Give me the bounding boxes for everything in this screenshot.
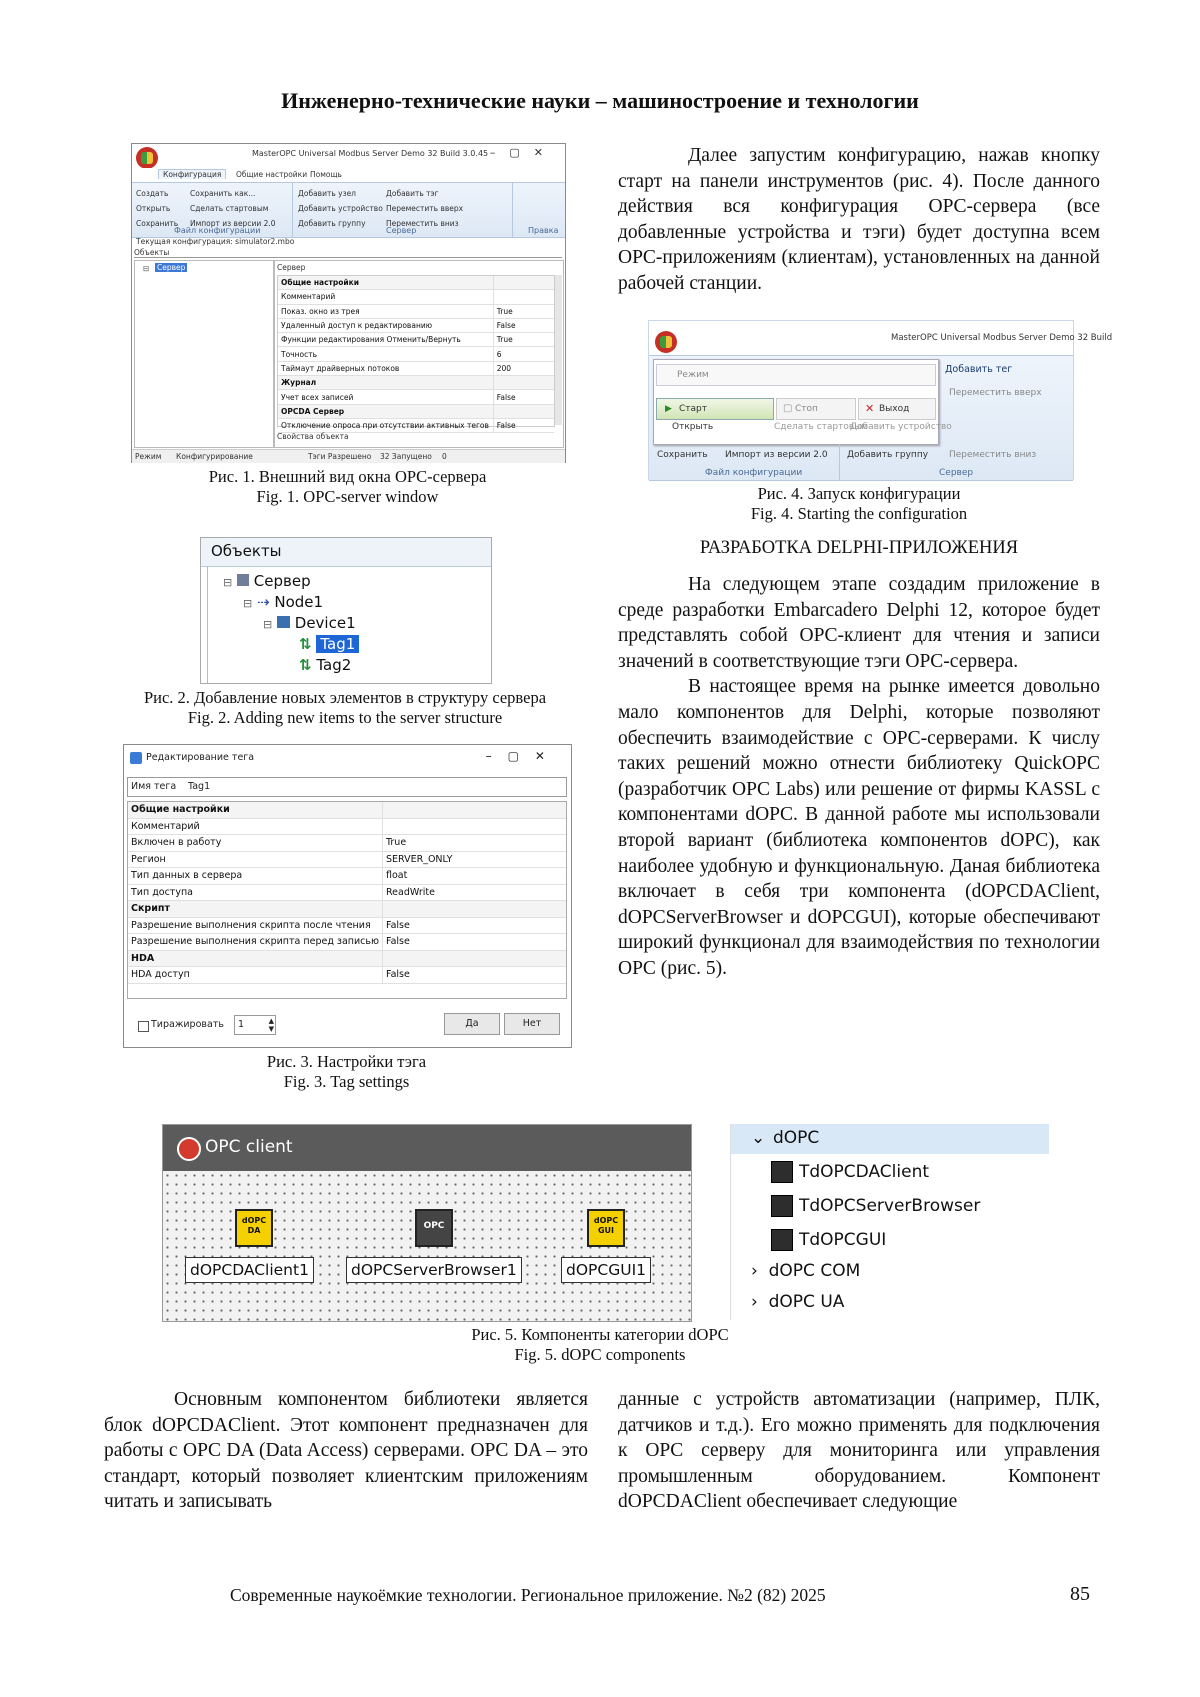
status-mode-label: Режим: [135, 452, 162, 461]
property-row[interactable]: [128, 950, 566, 967]
form-title: OPC client: [205, 1137, 293, 1157]
tree-node-server[interactable]: Сервер: [253, 572, 311, 590]
server-icon: [237, 574, 249, 586]
property-value[interactable]: True: [493, 333, 554, 347]
component-icon-text: dOPC DA: [241, 1216, 267, 1235]
figure-2-caption-ru: Рис. 2. Добавление новых элементов в структуру сервера: [143, 688, 547, 707]
right-column-paragraph-2: [618, 572, 1100, 982]
group-label-file: Файл конфигурации: [174, 226, 261, 235]
property-row[interactable]: [128, 818, 566, 835]
property-value[interactable]: False: [493, 418, 554, 432]
property-row[interactable]: [128, 835, 566, 852]
chevron-right-icon: ›: [751, 1292, 758, 1312]
component-icon-text: dOPC GUI: [593, 1216, 619, 1235]
property-name: Комментарий: [278, 290, 493, 304]
property-name: Тип доступа: [128, 884, 382, 901]
property-value[interactable]: [382, 950, 566, 967]
status-count: 0: [442, 452, 447, 461]
chevron-right-icon: ›: [751, 1261, 758, 1281]
property-value[interactable]: [493, 290, 554, 304]
property-value[interactable]: [382, 802, 566, 818]
property-name: Функции редактирования Отменить/Вернуть: [278, 333, 493, 347]
palette-item-dopcgui[interactable]: [771, 1229, 886, 1251]
device-icon: [277, 616, 290, 628]
paragraph-text: В настоящее время на рынке имеется довольно мало компонентов для Delphi, которые позволяют обеспечить взаимодействие с OPC-серверами. К числу таких решений можно отнести библиотеку QuickOPC (разработчик OPC Labs) или решение от фирмы KASSL с компонентами dOPC. В данной работе мы использовали второй вариант (библиотека компонентов dOPC), как наиболее удобную и функциональную. Даная библиотека включает в себя три компонента (dOPCDAClient, dOPCServerBrowser и dOPCGUI), которые обеспечивают широкий функционал для взаимодействия по технологии OPC (рис. 5).: [618, 676, 1100, 979]
component-icon-text: OPC: [423, 1221, 445, 1231]
dialog-icon: [130, 752, 142, 764]
ribbon: [132, 182, 565, 238]
property-name: HDA доступ: [128, 967, 382, 984]
add-tag-button[interactable]: Добавить тег: [945, 364, 1013, 375]
palette-category-dopc[interactable]: [731, 1124, 1049, 1154]
status-mode-value: Конфигурирование: [176, 452, 253, 461]
ribbon-add-tag-button[interactable]: Добавить тэг: [386, 189, 439, 198]
group-label-file: Файл конфигурации: [705, 468, 803, 478]
property-name: Общие настройки: [278, 276, 493, 290]
property-value[interactable]: ReadWrite: [382, 884, 566, 901]
property-value[interactable]: False: [382, 967, 566, 984]
figure-3-caption-ru: Рис. 3. Настройки тэга: [266, 1052, 427, 1071]
palette-category-dopc-ua[interactable]: [751, 1292, 844, 1312]
ribbon-add-device-button[interactable]: Добавить устройство: [298, 204, 383, 213]
property-value[interactable]: [493, 276, 554, 290]
tree-node-tag1[interactable]: Tag1: [316, 635, 359, 653]
figure-2-caption: [110, 688, 580, 728]
figure-5-caption: [300, 1325, 900, 1365]
chevron-down-icon: ⌄: [751, 1128, 766, 1148]
figure-2-caption-en: Fig. 2. Adding new items to the server structure: [187, 708, 503, 727]
paragraph-text: Далее запустим конфигурацию, нажав кнопку старт на панели инструментов (рис. 4). После данного действия вся конфигурация OPC-сервера (все добавленные устройства и тэги) будет доступна всем OPC-приложениям (клиентам), установленных на данной рабочей станции.: [618, 145, 1100, 294]
component-icon: [771, 1195, 793, 1217]
property-row[interactable]: [128, 802, 566, 818]
property-row[interactable]: [278, 361, 554, 375]
property-header: Сервер: [277, 263, 306, 272]
property-value[interactable]: 200: [493, 361, 554, 375]
property-name: Комментарий: [128, 818, 382, 835]
property-name: Разрешение выполнения скрипта после чтения: [128, 917, 382, 934]
tag-icon: ⇅: [299, 656, 312, 674]
palette-category-label: dOPC: [773, 1128, 820, 1148]
paragraph-text: данные с устройств автоматизации (например, ПЛК, датчиков и т.д.). Его можно применять для подключения к OPC серверу для мониторинга или управления промышленным оборудованием. Компонент dOPCDAClient обеспечивает следующие: [618, 1389, 1100, 1513]
objects-panel-header: Объекты: [211, 542, 282, 560]
move-down-button[interactable]: Переместить вниз: [949, 450, 1037, 460]
ribbon-add-group-button[interactable]: Добавить группу: [298, 219, 366, 228]
property-value[interactable]: 6: [493, 347, 554, 361]
ribbon-save-as-button[interactable]: Сохранить как...: [190, 189, 256, 198]
property-name: Отключение опроса при отсутствии активных тегов: [278, 418, 493, 432]
property-row[interactable]: [278, 318, 554, 332]
property-footer: Свойства объекта: [277, 432, 349, 441]
group-label-edit: Правка: [528, 226, 559, 235]
replicate-checkbox[interactable]: [138, 1021, 149, 1032]
property-value[interactable]: [493, 376, 554, 390]
figure-5-form: [162, 1124, 692, 1322]
close-icon: ✕: [865, 402, 875, 415]
property-value[interactable]: True: [382, 835, 566, 852]
dopcserverbrowser-label[interactable]: dOPCServerBrowser1: [346, 1257, 522, 1283]
app-logo-icon: [655, 331, 677, 353]
stop-icon: ▢: [783, 403, 793, 414]
property-name: HDA: [128, 950, 382, 967]
property-row[interactable]: [128, 851, 566, 868]
window-controls[interactable]: –▢✕: [489, 146, 557, 159]
figure-5-caption-en: Fig. 5. dOPC components: [514, 1345, 686, 1364]
move-up-button[interactable]: Переместить вверх: [949, 388, 1042, 398]
tab-configuration[interactable]: Конфигурация: [158, 169, 226, 179]
figure-3-dialog: [123, 744, 572, 1048]
bottom-right-paragraph: [618, 1387, 1100, 1515]
section-heading: РАЗРАБОТКА DELPHI-ПРИЛОЖЕНИЯ: [699, 538, 1019, 558]
property-value[interactable]: SERVER_ONLY: [382, 851, 566, 868]
dialog-title: Редактирование тега: [146, 752, 255, 763]
property-name: Точность: [278, 347, 493, 361]
property-value[interactable]: True: [493, 304, 554, 318]
page-number: 85: [1070, 1583, 1090, 1605]
figure-4-caption: [618, 484, 1100, 524]
property-value[interactable]: [493, 404, 554, 418]
property-grid: [277, 275, 555, 431]
property-row[interactable]: [278, 304, 554, 318]
spin-arrows-icon[interactable]: ▲ ▼: [268, 1017, 274, 1033]
property-value[interactable]: False: [493, 318, 554, 332]
mode-label: Режим: [677, 370, 709, 380]
property-value[interactable]: False: [493, 390, 554, 404]
figure-4-caption-en: Fig. 4. Starting the configuration: [750, 504, 968, 523]
stop-label: Стоп: [795, 404, 818, 414]
paragraph-text: На следующем этапе создадим приложение в среде разработки Embarcadero Delphi 12, которое будет представлять собой OPC-клиент для чтения и записи значений в соответствующие тэги OPC-сервера.: [618, 574, 1100, 672]
ribbon-import-button[interactable]: Импорт из версии 2.0: [190, 219, 276, 228]
property-value[interactable]: float: [382, 868, 566, 885]
open-button[interactable]: Открыть: [672, 422, 714, 432]
group-label-server: Сервер: [386, 226, 417, 235]
start-button[interactable]: [656, 398, 774, 420]
dialog-window-controls[interactable]: –▢✕: [485, 749, 561, 763]
palette-item-dopcdaclient[interactable]: [771, 1161, 929, 1183]
property-row[interactable]: [128, 868, 566, 885]
ribbon-open-button[interactable]: Открыть: [136, 204, 171, 213]
property-row[interactable]: [128, 934, 566, 951]
node-icon: ⇢: [257, 593, 270, 611]
figure-5-caption-ru: Рис. 5. Компоненты категории dOPC: [471, 1325, 729, 1344]
journal-footer: Современные наукоёмкие технологии. Региональное приложение. №2 (82) 2025: [230, 1585, 826, 1605]
tag-property-grid: [127, 801, 567, 999]
tree-node-tag2[interactable]: Tag2: [316, 656, 352, 674]
property-row[interactable]: [128, 884, 566, 901]
object-tree: ⊟ Сервер: [134, 260, 274, 448]
figure-1-window: [131, 143, 566, 463]
replicate-count-input[interactable]: 1: [238, 1019, 245, 1030]
app-logo-icon: [136, 147, 158, 169]
ribbon-save-button[interactable]: Сохранить: [136, 219, 179, 228]
component-icon: [771, 1229, 793, 1251]
group-label-server: Сервер: [939, 468, 974, 478]
window-title: MasterOPC Universal Modbus Server Demo 32 Build 3.0.45: [252, 149, 489, 158]
objects-tab[interactable]: Объекты: [134, 248, 170, 257]
property-name: Скрипт: [128, 901, 382, 918]
property-name: Удаленный доступ к редактированию: [278, 318, 493, 332]
palette-item-dopcserverbrowser[interactable]: [771, 1195, 980, 1217]
property-name: Включен в работу: [128, 835, 382, 852]
status-bar: [132, 449, 565, 463]
window-title: MasterOPC Universal Modbus Server Demo 32 Build: [891, 333, 1113, 343]
tab-general-settings[interactable]: Общие настройки: [236, 170, 308, 179]
mode-dropdown: [653, 359, 952, 445]
stop-button[interactable]: [776, 398, 856, 420]
ok-button[interactable]: Да: [444, 1013, 500, 1035]
property-value[interactable]: False: [382, 934, 566, 951]
palette-item-label: TdOPCDAClient: [799, 1162, 930, 1182]
add-group-button[interactable]: Добавить группу: [847, 450, 929, 460]
property-row[interactable]: [278, 376, 554, 390]
tag-icon: ⇅: [299, 635, 312, 653]
palette-item-label: TdOPCGUI: [799, 1230, 887, 1250]
replicate-label: Тиражировать: [151, 1019, 224, 1030]
play-icon: ▶: [665, 404, 672, 414]
status-running: 32 Запущено: [380, 452, 432, 461]
property-name: Учет всех записей: [278, 390, 493, 404]
make-start-button[interactable]: Сделать стартовым: [774, 422, 869, 432]
property-name: OPCDA Сервер: [278, 404, 493, 418]
palette-category-label: dOPC UA: [768, 1292, 845, 1312]
property-row[interactable]: [128, 901, 566, 918]
figure-3-caption-en: Fig. 3. Tag settings: [283, 1072, 410, 1091]
tree-node-server[interactable]: Сервер: [157, 263, 186, 272]
property-row[interactable]: [128, 917, 566, 934]
property-value[interactable]: [382, 901, 566, 918]
property-name: Показ. окно из трея: [278, 304, 493, 318]
palette-category-label: dOPC COM: [768, 1261, 861, 1281]
add-device-button[interactable]: Добавить устройство: [850, 422, 952, 432]
figure-4-caption-ru: Рис. 4. Запуск конфигурации: [757, 484, 961, 503]
component-icon: [771, 1161, 793, 1183]
tree-node-device1[interactable]: Device1: [294, 614, 356, 632]
property-name: Разрешение выполнения скрипта перед записью: [128, 934, 382, 951]
component-palette: [730, 1124, 1049, 1320]
property-row[interactable]: [278, 347, 554, 361]
property-row[interactable]: [278, 333, 554, 347]
property-value[interactable]: [382, 818, 566, 835]
paragraph-text: Основным компонентом библиотеки является блок dOPCDAClient. Этот компонент предназначен для работы с OPC DA (Data Access) серверами. OPC DA – это стандарт, который позволяет клиентским приложениям читать и записывать: [104, 1389, 588, 1513]
exit-button[interactable]: [858, 398, 936, 420]
ribbon-move-up-button[interactable]: Переместить вверх: [386, 204, 464, 213]
import-button[interactable]: Импорт из версии 2.0: [725, 450, 828, 460]
property-value[interactable]: False: [382, 917, 566, 934]
start-label: Старт: [679, 404, 707, 414]
property-row[interactable]: [278, 276, 554, 290]
delphi-logo-icon: [177, 1137, 201, 1161]
tab-help[interactable]: Помощь: [310, 170, 342, 179]
palette-category-dopc-com[interactable]: [751, 1261, 860, 1281]
figure-3-caption: [123, 1052, 570, 1092]
ribbon-create-button[interactable]: Создать: [136, 189, 169, 198]
figure-1-caption-en: Fig. 1. OPC-server window: [256, 487, 439, 506]
cancel-button[interactable]: Нет: [504, 1013, 560, 1035]
figure-2-tree: Объекты ⊟ Сервер ⊟ ⇢ Node1 ⊟ Device1 ⇅ Tag1 ⇅ Tag2: [200, 537, 492, 684]
property-name: Журнал: [278, 376, 493, 390]
tag-name-label: Имя тега: [131, 781, 177, 792]
property-row[interactable]: [278, 290, 554, 304]
property-panel: [274, 260, 564, 448]
property-name: Общие настройки: [128, 802, 382, 818]
ribbon-add-node-button[interactable]: Добавить узел: [298, 189, 356, 198]
ribbon-move-down-button[interactable]: Переместить вниз: [386, 219, 459, 228]
exit-label: Выход: [879, 404, 910, 414]
property-name: Таймаут драйверных потоков: [278, 361, 493, 375]
current-config-label: Текущая конфигурация: simulator2.mbo: [136, 237, 295, 246]
ribbon: [649, 355, 1073, 481]
tag-name-input[interactable]: Tag1: [188, 781, 211, 792]
figure-4-window: [648, 320, 1113, 480]
dopcdaclient-icon[interactable]: [235, 1209, 273, 1247]
bottom-left-paragraph: [104, 1387, 588, 1515]
property-name: Регион: [128, 851, 382, 868]
ribbon-make-start-button[interactable]: Сделать стартовым: [190, 204, 269, 213]
right-column-paragraph-1: [618, 143, 1100, 297]
property-name: Тип данных в сервера: [128, 868, 382, 885]
dopcserverbrowser-icon[interactable]: [415, 1209, 453, 1247]
running-header: Инженерно-технические науки – машиностроение и технологии: [281, 88, 919, 113]
tree-node-node1[interactable]: Node1: [274, 593, 324, 611]
property-row[interactable]: [278, 404, 554, 418]
palette-item-label: TdOPCServerBrowser: [799, 1196, 981, 1216]
property-scrollbar[interactable]: [555, 275, 562, 425]
property-row[interactable]: [278, 418, 554, 432]
figure-1-caption-ru: Рис. 1. Внешний вид окна OPC-сервера: [208, 467, 487, 486]
dopcdaclient-label[interactable]: dOPCDAClient1: [185, 1257, 314, 1283]
figure-1-caption: [131, 467, 564, 507]
dopcgui-icon[interactable]: [587, 1209, 625, 1247]
property-row[interactable]: [128, 967, 566, 984]
dopcgui-label[interactable]: dOPCGUI1: [561, 1257, 651, 1283]
save-button[interactable]: Сохранить: [657, 450, 708, 460]
property-row[interactable]: [278, 390, 554, 404]
status-tags: Тэги Разрешено: [308, 452, 372, 461]
